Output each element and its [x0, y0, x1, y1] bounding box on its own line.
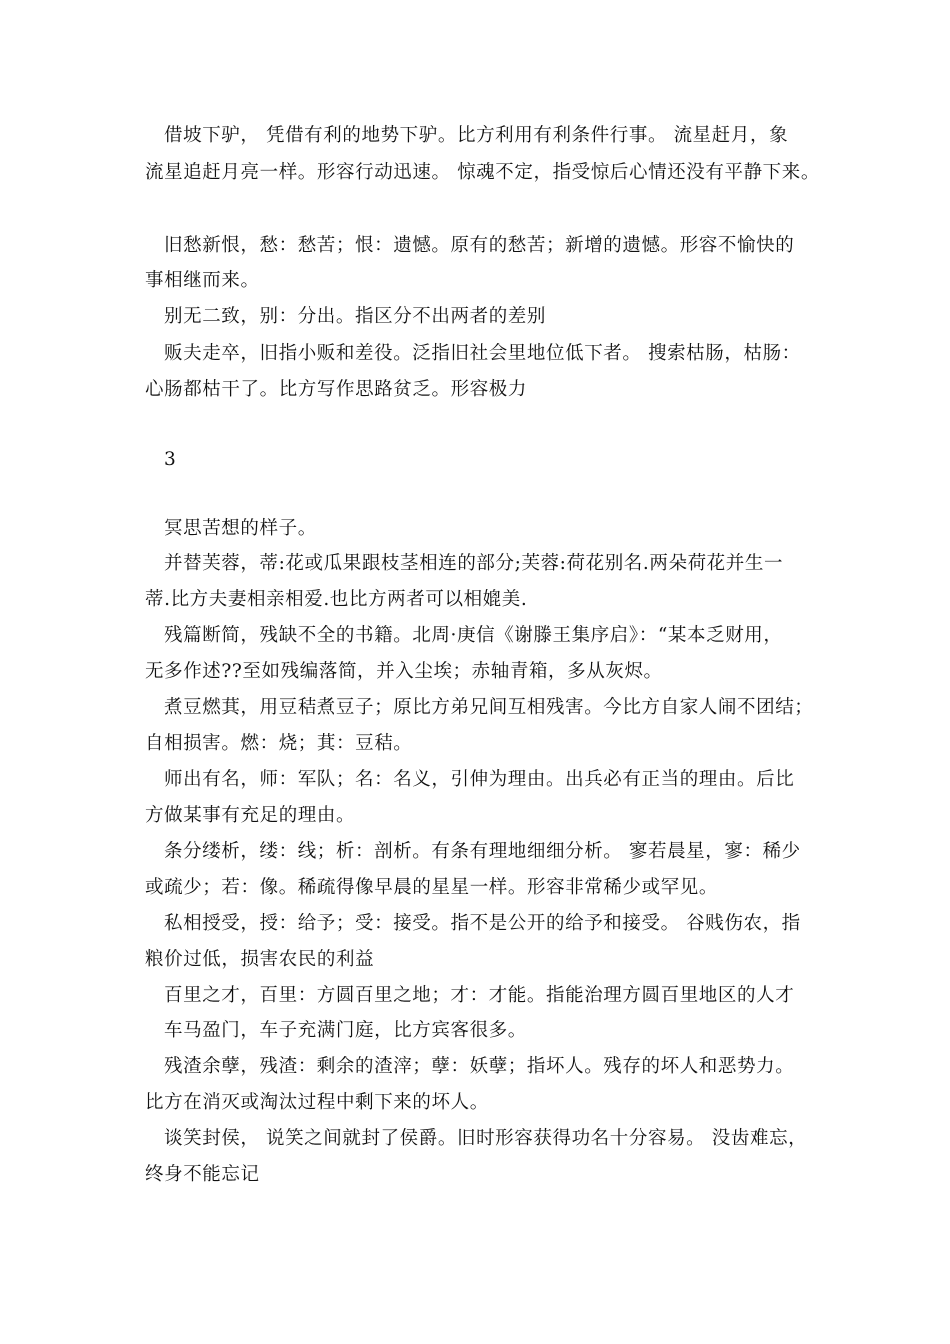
text-line: 或疏少；若：像。稀疏得像早晨的星星一样。形容非常稀少或罕见。 — [145, 877, 719, 898]
text-line: 百里之才，百里：方圆百里之地；才：才能。指能治理方圆百里地区的人才 — [164, 985, 795, 1006]
text-line: 借坡下驴， 凭借有利的地势下驴。比方利用有利条件行事。 流星赶月，象 — [164, 125, 789, 146]
text-line: 无多作述??至如残编落简，并入尘埃；赤轴青箱，多从灰烬。 — [145, 661, 663, 682]
text-line: 私相授受，授：给予；受：接受。指不是公开的给予和接受。 谷贱伤农，指 — [164, 913, 801, 934]
text-line: 煮豆燃萁，用豆秸煮豆子；原比方弟兄间互相残害。今比方自家人闹不团结； — [164, 697, 814, 718]
text-line: 蒂.比方夫妻相亲相爱.也比方两者可以相媲美. — [145, 589, 528, 610]
text-line: 并替芙蓉，蒂:花或瓜果跟枝茎相连的部分;芙蓉:荷花别名.两朵荷花并生一 — [164, 553, 784, 574]
text-line: 事相继而来。 — [145, 270, 260, 291]
page-number: 3 — [164, 449, 177, 470]
text-line: 自相损害。燃：烧；萁：豆秸。 — [145, 733, 413, 754]
text-line: 终身不能忘记 — [145, 1164, 260, 1185]
text-line: 方做某事有充足的理由。 — [145, 805, 356, 826]
text-line: 冥思苦想的样子。 — [164, 518, 317, 539]
text-line: 流星追赶月亮一样。形容行动迅速。 惊魂不定，指受惊后心情还没有平静下来。 — [145, 162, 820, 183]
text-line: 残渣余孽，残渣：剩余的渣滓；孽：妖孽；指坏人。残存的坏人和恶势力。 — [164, 1056, 795, 1077]
text-line: 粮价过低，损害农民的利益 — [145, 949, 375, 970]
text-line: 残篇断简，残缺不全的书籍。北周·庚信《谢滕王集序启》：“某本乏财用， — [164, 625, 783, 646]
text-line: 心肠都枯干了。比方写作思路贫乏。形容极力 — [145, 379, 528, 400]
text-line: 贩夫走卒，旧指小贩和差役。泛指旧社会里地位低下者。 搜索枯肠，枯肠： — [164, 343, 801, 364]
text-line: 谈笑封侯， 说笑之间就封了侯爵。旧时形容获得功名十分容易。 没齿难忘， — [164, 1128, 808, 1149]
text-line: 条分缕析，缕：线；析：剖析。有条有理地细细分析。 寥若晨星，寥：稀少 — [164, 841, 801, 862]
text-line: 别无二致，别：分出。指区分不出两者的差别 — [164, 306, 547, 327]
text-line: 比方在消灭或淘汰过程中剩下来的坏人。 — [145, 1092, 489, 1113]
text-line: 旧愁新恨，愁：愁苦；恨：遗憾。原有的愁苦；新增的遗憾。形容不愉快的 — [164, 235, 795, 256]
text-line: 师出有名，师：军队；名：名义，引伸为理由。出兵必有正当的理由。后比 — [164, 769, 795, 790]
text-line: 车马盈门，车子充满门庭，比方宾客很多。 — [164, 1020, 527, 1041]
